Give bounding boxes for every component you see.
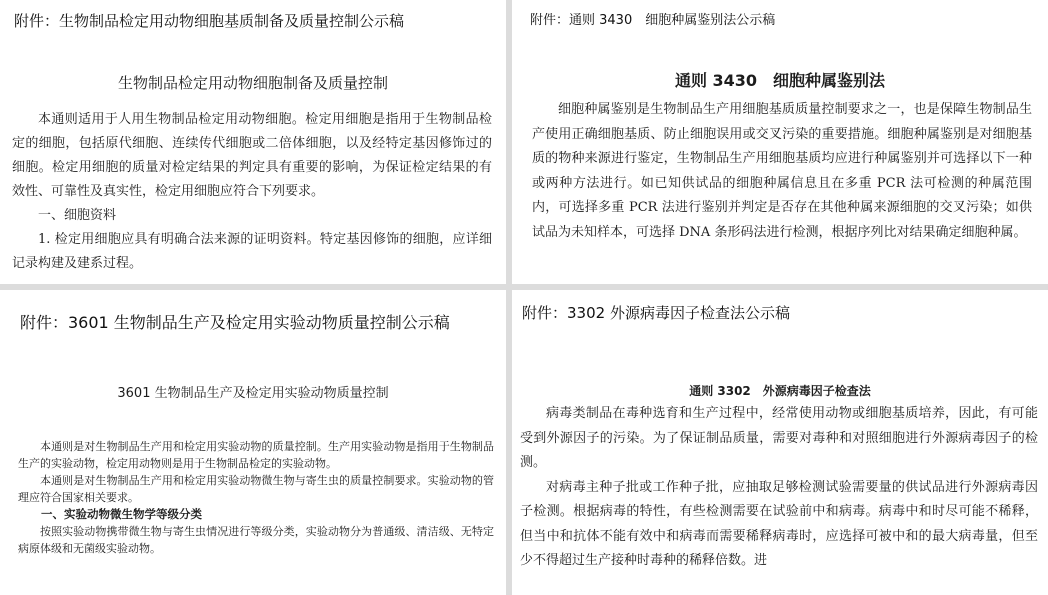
panel-title: 通则 3430 细胞种属鉴别法 [674, 71, 886, 90]
panel-body [12, 108, 492, 276]
paragraph: 细胞种属鉴别是生物制品生产用细胞基质质量控制要求之一，也是保障生物制品生产使用正确细胞基质、防止细胞误用或交叉污染的重要措施。细胞种属鉴别是对细胞基质的物种来源进行鉴定，生物制品生产用细胞基质均应进行种属鉴别并可选择以下一种或两种方法进行。如已知供试品的细胞种属信息且在多重 PCR 法可检测的种属范围内，可选择多重 PCR 法进行鉴别并判定是否存在其他种属来源细胞的交叉污染；如供试品为未知样本，可选择 DNA 条形码法进行检测，根据序列比对结果确定细胞种属。 [532, 102, 1032, 240]
paragraph: 按照实验动物携带微生物与寄生虫情况进行等级分类，实验动物分为普通级、清洁级、无特定病原体级和无菌级实验动物。 [18, 525, 494, 555]
paragraph: 本通则是对生物制品生产用和检定用实验动物微生物与寄生虫的质量控制要求。实验动物的管理应符合国家相关要求。 [18, 474, 494, 504]
panel-title: 3601 生物制品生产及检定用实验动物质量控制 [117, 386, 389, 401]
paragraph: 本通则适用于人用生物制品检定用动物细胞。检定用细胞是指用于生物制品检定的细胞，包括原代细胞、连续传代细胞或二倍体细胞，以及经特定基因修饰过的细胞。检定用细胞的质量对检定结果的判定具有重要的影响，为保证检定结果的有效性、可靠性及真实性，检定用细胞应符合下列要求。 [12, 112, 492, 199]
panel-body [520, 402, 1038, 574]
document-panel-cell-matrix [0, 0, 506, 284]
document-panel-exogenous-virus [512, 290, 1048, 595]
paragraph: 1. 检定用细胞应具有明确合法来源的证明资料。特定基因修饰的细胞，应详细记录构建及建系过程。 [12, 232, 492, 271]
panel-body [532, 98, 1032, 245]
paragraph: 对病毒主种子批或工作种子批，应抽取足够检测试验需要量的供试品进行外源病毒因子检测。根据病毒的特性，有些检测需要在试验前中和病毒。病毒中和时尽可能不稀释，但当中和抗体不能有效中和病毒而需要稀释病毒时，应选择可被中和的最大病毒量，但至少不得超过生产接种时毒种的稀释倍数。进 [520, 479, 1038, 568]
paragraph: 本通则是对生物制品生产用和检定用实验动物的质量控制。生产用实验动物是指用于生物制品生产的实验动物，检定用动物则是用于生物制品检定的实验动物。 [18, 440, 494, 470]
panel-header: 附件：生物制品检定用动物细胞基质制备及质量控制公示稿 [14, 12, 405, 30]
panel-title: 通则 3302 外源病毒因子检查法 [689, 384, 871, 398]
paragraph: 病毒类制品在毒种选育和生产过程中，经常使用动物或细胞基质培养，因此，有可能受到外源因子的污染。为了保证制品质量，需要对毒种和对照细胞进行外源病毒因子的检测。 [520, 406, 1038, 470]
panel-body [18, 438, 494, 557]
section-heading: 一、实验动物微生物学等级分类 [41, 507, 202, 521]
panel-header: 附件：3302 外源病毒因子检查法公示稿 [522, 304, 790, 322]
section-heading: 一、细胞资料 [38, 208, 117, 223]
panel-header: 附件：通则 3430 细胞种属鉴别法公示稿 [530, 13, 776, 28]
panel-title: 生物制品检定用动物细胞制备及质量控制 [117, 74, 388, 92]
panel-header: 附件：3601 生物制品生产及检定用实验动物质量控制公示稿 [20, 313, 450, 332]
document-panel-species-identification [512, 0, 1048, 284]
document-panel-lab-animals [0, 290, 506, 595]
